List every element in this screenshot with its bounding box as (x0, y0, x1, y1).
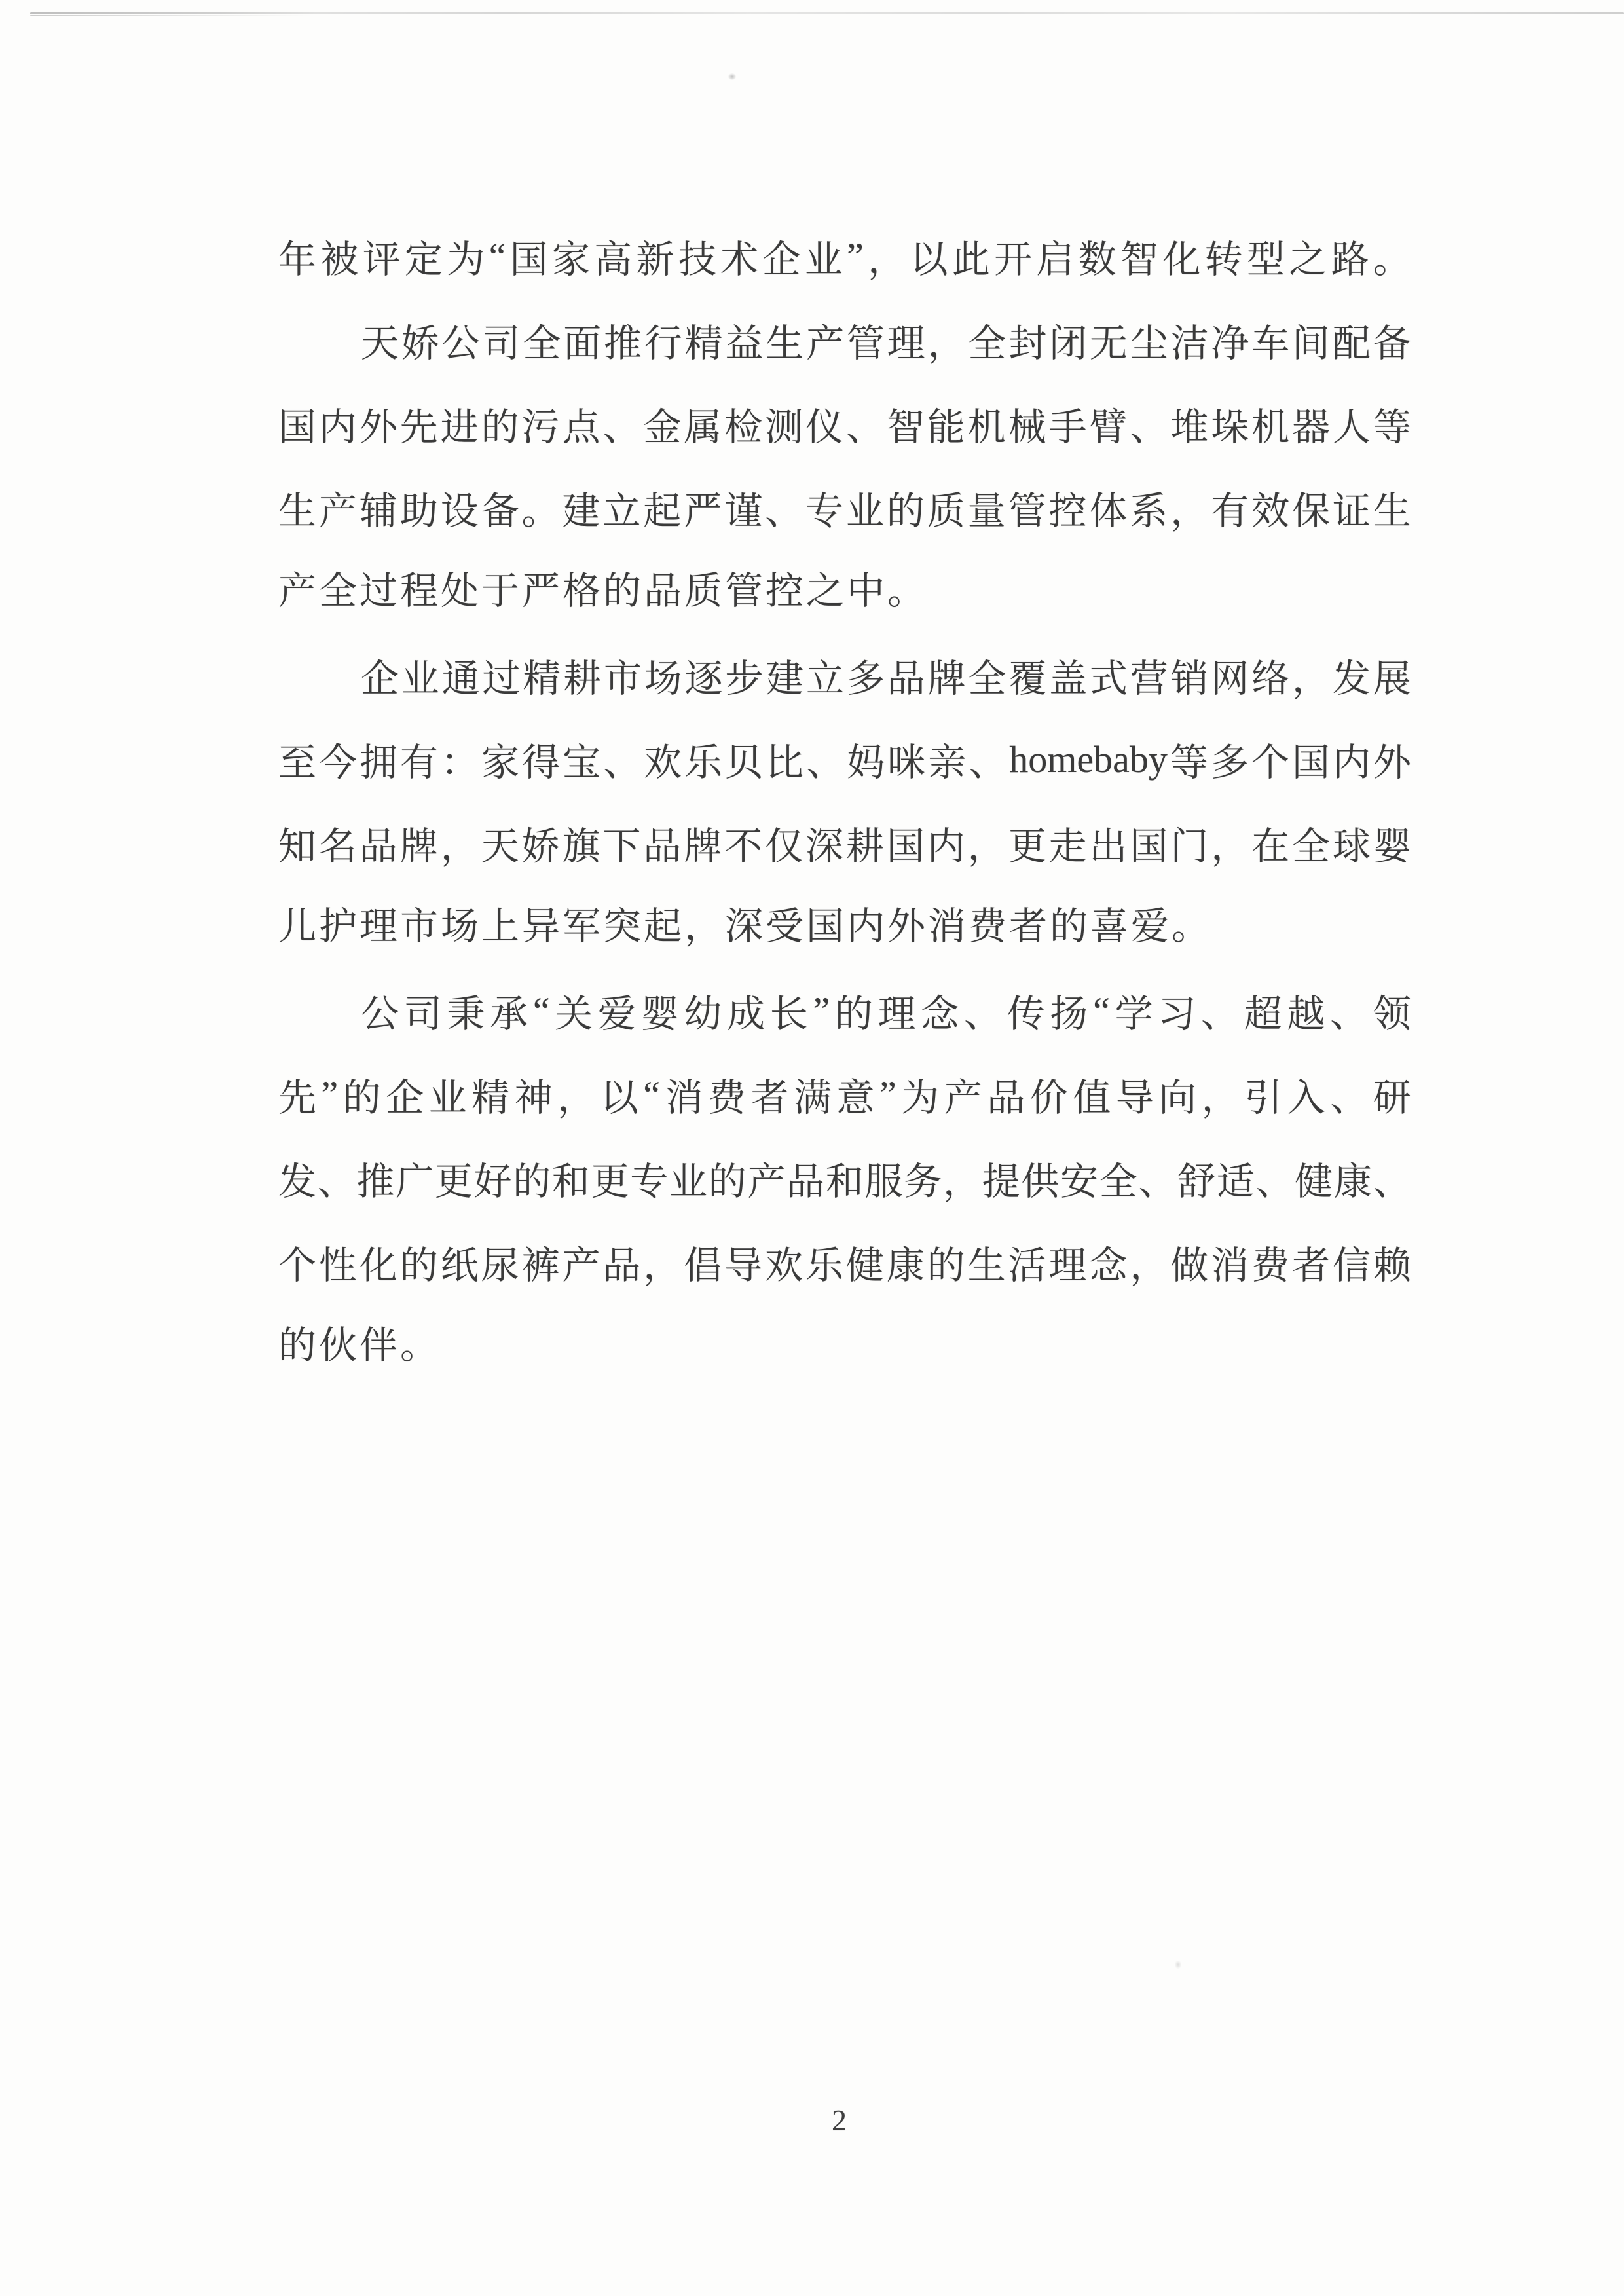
text-line: 的伙伴。 (278, 1324, 441, 1367)
scan-speck (1175, 1961, 1181, 1969)
text-line: 儿护理市场上异军突起，深受国内外消费者的喜爱。 (278, 905, 1213, 948)
text-line: 发 、 推 广 更 好 的 和 更 专 业 的 产 品 和 服 务 ， 提 供 安 全 、 舒 适 、 健 康 、 (278, 1160, 1411, 1203)
text-line: 个 性 化 的 纸 尿 裤 产 品 ， 倡 导 欢 乐 健 康 的 生 活 理 念 ， 做 消 费 者 信 赖 (278, 1244, 1411, 1287)
text-line: 年 被 评 定 为 “ 国 家 高 新 技 术 企 业 ” ， 以 此 开 启 数 智 化 转 型 之 路 。 (278, 234, 1411, 281)
scan-streak-artifact-dark-left (30, 15, 312, 16)
document-body (278, 214, 1411, 1388)
text-line: 公 司 秉 承 “ 关 爱 婴 幼 成 长 ” 的 理 念 、 传 扬 “ 学 习 、 超 越 、 领 (361, 989, 1411, 1035)
text-line: 先 ” 的 企 业 精 神 ， 以 “ 消 费 者 满 意 ” 为 产 品 价 值 导 向 ， 引 入 、 研 (278, 1073, 1411, 1119)
text-line: 生 产 辅 助 设 备 。 建 立 起 严 谨 、 专 业 的 质 量 管 控 体 系 ， 有 效 保 证 生 (278, 490, 1411, 532)
text-line: 知 名 品 牌 ， 天 娇 旗 下 品 牌 不 仅 深 耕 国 内 ， 更 走 出 国 门 ， 在 全 球 婴 (278, 825, 1411, 868)
scan-streak-artifact (30, 12, 1624, 14)
page-number: 2 (832, 2103, 847, 2137)
text-line: 至 今 拥 有 ： 家 得 宝 、 欢 乐 贝 比 、 妈 咪 亲 、 homebaby 等 多 个 国 内 外 (278, 737, 1411, 784)
text-line: 天 娇 公 司 全 面 推 行 精 益 生 产 管 理 ， 全 封 闭 无 尘 洁 净 车 间 配 备 (361, 322, 1411, 365)
scan-speck (728, 73, 736, 80)
text-line: 国 内 外 先 进 的 污 点 、 金 属 检 测 仪 、 智 能 机 械 手 臂 、 堆 垛 机 器 人 等 (278, 406, 1411, 449)
text-line: 产全过程处于严格的品质管控之中。 (278, 570, 929, 612)
text-line: 企 业 通 过 精 耕 市 场 逐 步 建 立 多 品 牌 全 覆 盖 式 营 销 网 络 ， 发 展 (361, 657, 1411, 700)
